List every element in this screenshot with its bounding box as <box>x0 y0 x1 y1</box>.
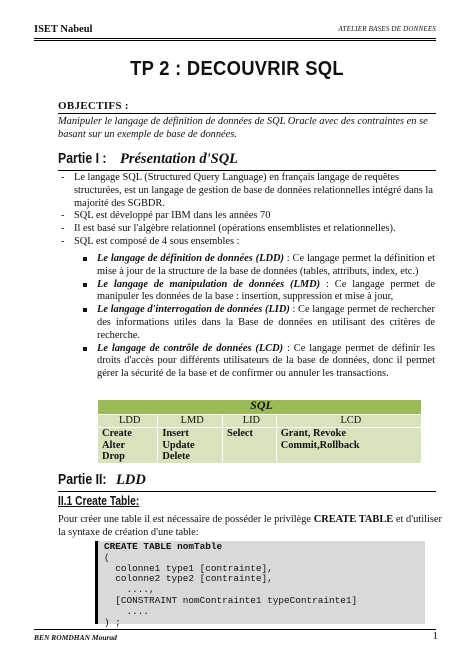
table-header-lid: LID <box>223 415 277 428</box>
create-table-paragraph: Pour créer une table il est nécessaire de posséder le privilège CREATE TABLE et d'utiliser la syntaxe de création d'une table: <box>58 514 442 538</box>
objectives-text: Manipuler le langage de définition de données de SQL Oracle avec des contraintes en se basant sur un exemple de base de données. <box>58 116 428 140</box>
code-line: ( <box>104 551 110 563</box>
code-line: [CONSTRAINT nomContrainte1 typeContrainte1] <box>104 594 358 606</box>
part1-title: Présentation d'SQL <box>120 151 239 167</box>
part2-label: Partie II: <box>58 471 107 488</box>
part1-label: Partie I : <box>58 150 107 167</box>
subset-item-lid: Le langage d'interrogation de données (LID) : Ce langage permet de rechercher des informations utiles dans la Base de données en utilisant des critères de recherche. <box>79 304 435 342</box>
table-cell-ldd: Create Alter Drop <box>98 428 158 464</box>
table-header-lcd: LCD <box>276 415 421 428</box>
code-line: CREATE TABLE nomTable <box>104 541 223 552</box>
table-caption: SQL <box>98 400 422 415</box>
subset-item-lcd: Le langage de contrôle de données (LCD) : Ce langage permet de définir les droits d'accès pour différents utilisateurs de la base de données, donc il permet gérer la sécurité de la base et de confirmer ou annuler les transactions. <box>79 343 435 381</box>
sql-subsets-table <box>97 399 422 464</box>
intro-item: - Il est basé sur l'algèbre relationnel (opérations ensemblistes et relationnelles). <box>61 223 396 235</box>
objectives-heading: OBJECTIFS : <box>58 100 436 114</box>
intro-item: - SQL est composé de 4 sous ensembles : <box>61 235 240 247</box>
subset-item-ldd: Le langage de définition de données (LDD) : Ce langage permet la définition et mise à jour de la structure de la base de données (tables, attributs, index, etc.) <box>79 253 435 279</box>
header-institution: ISET Nabeul <box>34 24 93 35</box>
code-block <box>95 541 425 628</box>
code-line: ...., <box>104 584 155 596</box>
document-title: TP 2 : DECOUVRIR SQL <box>130 58 344 80</box>
part2-title: LDD <box>116 472 146 488</box>
section-create-table-heading: II.1 Create Table: <box>58 494 140 508</box>
part2-heading <box>58 471 436 492</box>
page-number: 1 <box>432 630 438 642</box>
intro-item: - Le langage SQL (Structured Query Language) en français langage de requêtes structurées, est un langage de gestion de base de données relationnelles intégré dans la majorité des SGBDR. <box>61 172 433 209</box>
subset-item-lmd: Le langage de manipulation de données (LMD) : Ce langage permet de manipuler les données de la base : insertion, suppression et mise à jour, <box>79 279 435 305</box>
table-header-lmd: LMD <box>158 415 223 428</box>
footer-author: BEN ROMDHAN Mourad <box>34 633 117 642</box>
table-header-ldd: LDD <box>98 415 158 428</box>
subsets-list <box>79 253 435 381</box>
header-course: ATELIER BASES DE DONNEES <box>338 25 436 33</box>
footer-rule <box>34 629 436 630</box>
intro-list <box>58 172 442 249</box>
table-cell-lid: Select <box>223 428 277 464</box>
table-cell-lmd: Insert Update Delete <box>158 428 223 464</box>
code-line: ) ; <box>104 616 121 628</box>
code-line: colonne2 type2 [contrainte], <box>104 573 273 585</box>
code-line: colonne1 type1 [contrainte], <box>104 562 273 574</box>
code-line: .... <box>104 605 150 617</box>
part1-heading <box>58 150 436 171</box>
intro-item: - SQL est développé par IBM dans les années 70 <box>61 210 271 222</box>
table-cell-lcd: Grant, Revoke Commit,Rollback <box>276 428 421 464</box>
header-rule <box>34 38 436 41</box>
